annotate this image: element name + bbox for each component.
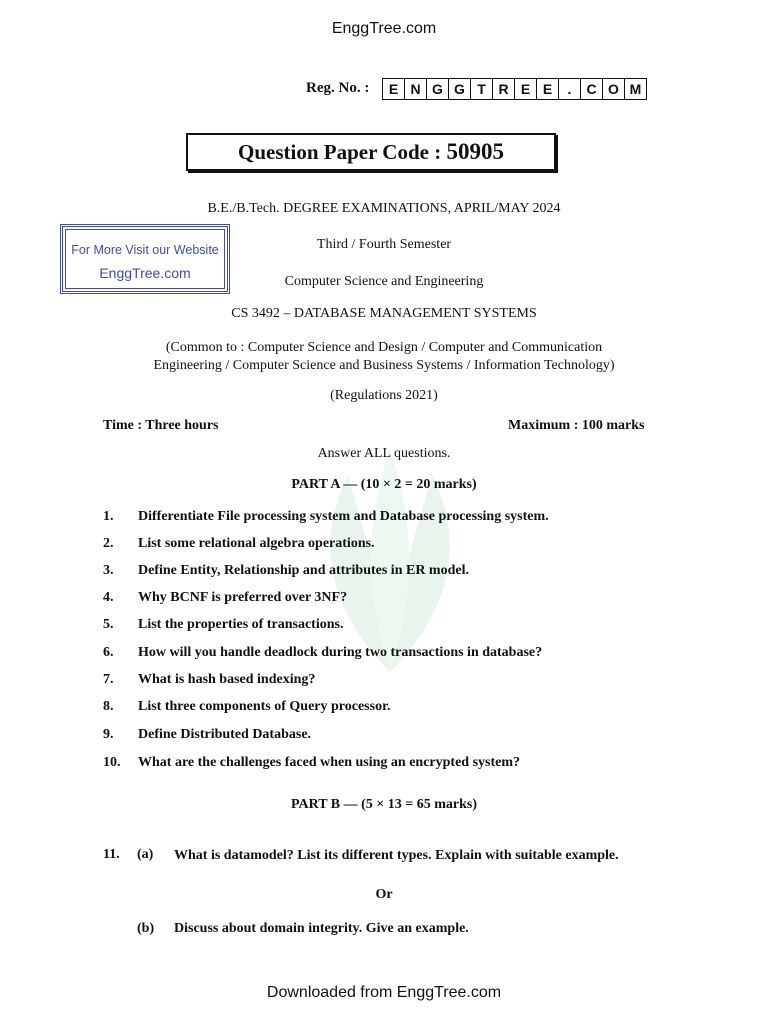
common-to-line2: Engineering / Computer Science and Business Systems / Information Technology) xyxy=(153,358,615,373)
question-text: What is hash based indexing? xyxy=(138,672,316,687)
question-text: What are the challenges faced when using an encrypted system? xyxy=(138,755,521,770)
reg-no-cell: R xyxy=(492,79,514,99)
instruction: Answer ALL questions. xyxy=(317,446,451,461)
question-number: 8. xyxy=(103,699,114,714)
semester: Third / Fourth Semester xyxy=(316,237,452,252)
question-number: 10. xyxy=(103,755,121,770)
reg-no-cell: E xyxy=(514,79,536,99)
question-text: Define Distributed Database. xyxy=(138,727,312,742)
reg-no-cell: M xyxy=(624,79,646,99)
question-text: List three components of Query processor. xyxy=(138,699,391,714)
reg-no-cell: G xyxy=(448,79,470,99)
exam-title: B.E./B.Tech. DEGREE EXAMINATIONS, APRIL/MAY 2024 xyxy=(207,201,561,216)
question-number: 2. xyxy=(103,536,114,551)
reg-no-cell: . xyxy=(558,79,580,99)
question-number: 4. xyxy=(103,590,114,605)
reg-no-label: Reg. No. : xyxy=(306,80,370,96)
regulations: (Regulations 2021) xyxy=(330,388,438,403)
time-allowed: Time : Three hours xyxy=(103,418,219,433)
part-a-heading: PART A — (10 × 2 = 20 marks) xyxy=(291,477,477,492)
question-text: Define Entity, Relationship and attributes in ER model. xyxy=(138,563,469,578)
course-title: CS 3492 – DATABASE MANAGEMENT SYSTEMS xyxy=(231,306,537,321)
question-text: List the properties of transactions. xyxy=(138,617,344,632)
part-b-heading: PART B — (5 × 13 = 65 marks) xyxy=(290,797,478,812)
promo-line1: For More Visit our Website xyxy=(71,243,219,257)
maximum-marks: Maximum : 100 marks xyxy=(508,418,645,433)
question-text: Why BCNF is preferred over 3NF? xyxy=(138,590,348,605)
reg-no-cell: E xyxy=(388,81,399,97)
question-paper-code-label: Question Paper Code : xyxy=(238,140,442,164)
reg-no-cell: O xyxy=(602,79,624,99)
question-text: Differentiate File processing system and Database processing system. xyxy=(138,509,549,524)
question-text: List some relational algebra operations. xyxy=(138,536,375,551)
question-option-label: (a) xyxy=(137,847,154,862)
reg-no-boxes xyxy=(382,78,647,100)
question-option-label: (b) xyxy=(137,921,155,936)
question-number: 1. xyxy=(103,509,114,524)
reg-no-cell: E xyxy=(536,79,558,99)
reg-no-cell: C xyxy=(580,79,602,99)
department: Computer Science and Engineering xyxy=(284,274,484,289)
question-number: 5. xyxy=(103,617,114,632)
question-number: 7. xyxy=(103,672,114,687)
question-number: 11. xyxy=(103,847,120,862)
question-text: Discuss about domain integrity. Give an example. xyxy=(174,921,469,936)
site-header: EnggTree.com xyxy=(331,20,437,37)
or-separator: Or xyxy=(375,887,393,902)
question-paper-code-value: 50905 xyxy=(446,139,504,164)
site-footer: Downloaded from EnggTree.com xyxy=(266,984,502,1001)
reg-no-cell: T xyxy=(470,79,492,99)
promo-line2: EnggTree.com xyxy=(99,265,191,281)
question-number: 6. xyxy=(103,645,114,660)
reg-no-cell: G xyxy=(426,79,448,99)
common-to-line1: (Common to : Computer Science and Design / Computer and Communication xyxy=(165,340,603,355)
question-number: 3. xyxy=(103,563,114,578)
question-text: What is datamodel? List its different types. Explain with suitable example. xyxy=(174,848,619,863)
question-text: How will you handle deadlock during two transactions in database? xyxy=(138,645,543,660)
question-number: 9. xyxy=(103,727,114,742)
reg-no-cell: N xyxy=(404,79,426,99)
common-to-note xyxy=(0,339,768,375)
question-paper-code-box xyxy=(186,133,556,171)
